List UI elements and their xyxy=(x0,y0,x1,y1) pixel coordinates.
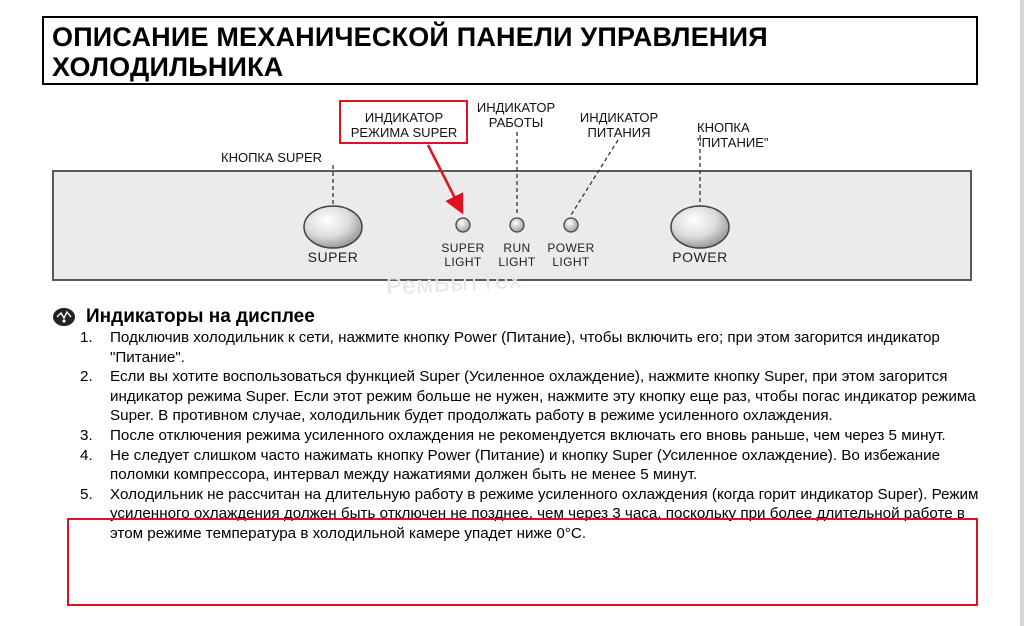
list-item-number: 3. xyxy=(80,426,93,444)
list-item-number: 1. xyxy=(80,329,93,346)
list-item xyxy=(80,426,980,446)
list-item-number: 5. xyxy=(80,485,93,503)
callout-power-indicator: ИНДИКАТОР ПИТАНИЯ xyxy=(579,110,659,140)
callout-power-button: КНОПКА "ПИТАНИЕ" xyxy=(697,120,769,150)
super-light-label: SUPER LIGHT xyxy=(441,241,485,269)
page-title: ОПИСАНИЕ МЕХАНИЧЕСКОЙ ПАНЕЛИ УПРАВЛЕНИЯ ХОЛОДИЛЬНИКА xyxy=(52,22,768,82)
list-item-text: Если вы хотите воспользоваться функцией Super (Усиленное охлаждение), нажмите кнопку Super, при этом загорится индикатор режима Super. Если этот режим больше не нужен, нажмите эту кнопку еще раз, чтобы погас индикатор режима Super. В противном случае, холодильник будет продолжать работу в режиме усиленного охлаждения. xyxy=(110,368,976,425)
power-button[interactable] xyxy=(671,206,729,248)
callout-super-indicator: ИНДИКАТОР РЕЖИМА SUPER xyxy=(350,110,458,140)
super-light-led xyxy=(456,218,470,232)
super-button[interactable] xyxy=(304,206,362,248)
list-item-number: 2. xyxy=(80,368,93,386)
power-light-label: POWER LIGHT xyxy=(547,241,595,269)
super-button-label: SUPER xyxy=(307,249,359,265)
list-item xyxy=(80,367,980,426)
list-item xyxy=(80,446,980,485)
item-5-highlight xyxy=(67,518,978,606)
list-item-number: 4. xyxy=(80,446,93,464)
list-item xyxy=(80,328,980,367)
list-item-text: Не следует слишком часто нажимать кнопку Power (Питание) и кнопку Super (Усиленное охлаждение). Во избежание поломки компрессора, интервал между нажатиями должен быть не менее 5 минут. xyxy=(110,446,941,484)
callout-run-indicator: ИНДИКАТОР РАБОТЫ xyxy=(476,100,556,130)
leader-power-indicator xyxy=(571,140,618,215)
super-indicator-arrow xyxy=(428,145,461,210)
run-light-led xyxy=(510,218,524,232)
list-item-text: После отключения режима усиленного охлаждения не рекомендуется включать его вновь раньше, чем через 5 минут. xyxy=(110,426,946,444)
run-light-label: RUN LIGHT xyxy=(498,241,536,269)
indicator-list xyxy=(80,328,980,544)
list-item-text: Подключив холодильник к сети, нажмите кнопку Power (Питание), чтобы включить его; при этом загорится индикатор "Питание". xyxy=(110,329,940,366)
power-light-led xyxy=(564,218,578,232)
control-panel-diagram xyxy=(0,0,1024,300)
leader-lines xyxy=(333,132,700,215)
callout-super-button: КНОПКА SUPER xyxy=(221,150,323,165)
list-item-text: Холодильник не рассчитан на длительную работу в режиме усиленного охлаждения (когда горит индикатор Super). Режим усиленного охлаждения должен быть отключен не позднее, чем через 3 часа, поскольку при более длительной работе в этом режиме температура в холодильной камере упадет ниже 0°C. xyxy=(110,485,979,542)
super-indicator-highlight xyxy=(340,101,467,143)
power-button-label: POWER xyxy=(672,249,728,265)
note-icon xyxy=(52,307,76,327)
section-title: Индикаторы на дисплее xyxy=(86,306,315,327)
watermark: РемБытТех xyxy=(385,266,523,301)
